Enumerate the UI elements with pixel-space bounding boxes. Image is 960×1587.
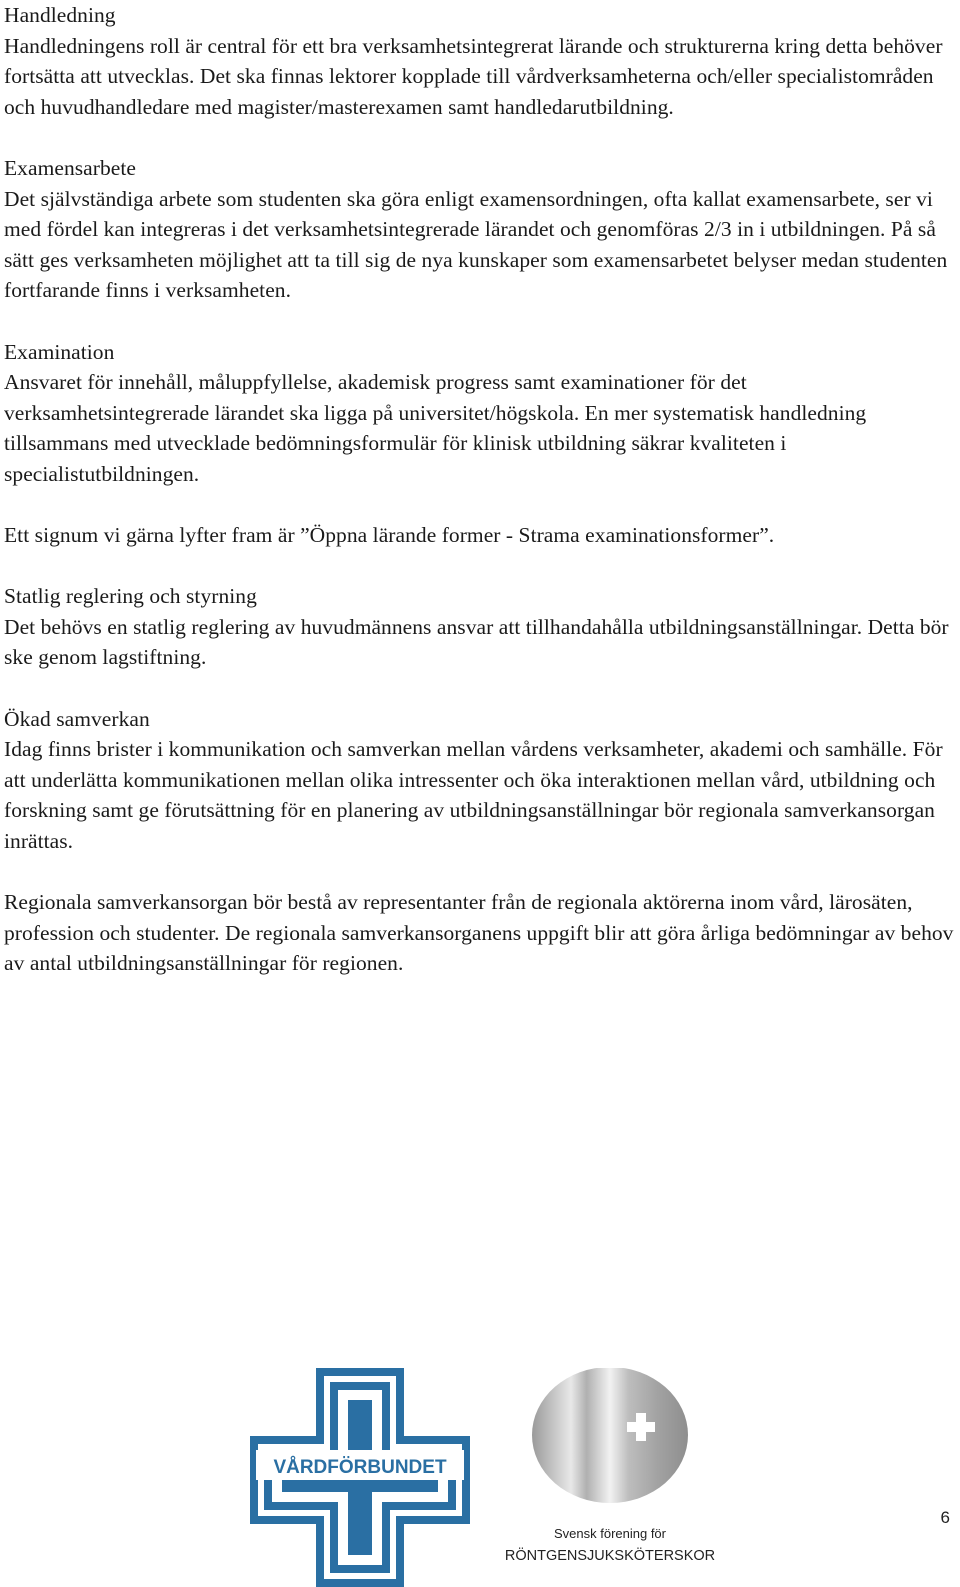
footer-logos <box>0 1368 960 1587</box>
section-paragraph: Idag finns brister i kommunikation och samverkan mellan vårdens verksamheter, akademi och samhälle. För att underlätta kommunikationen mellan olika intressenter och öka interaktionen mellan vård, utbildning och forskning samt ge förutsättning för en planering av utbildningsanställningar bör regionala samverkansorgan inrättas. <box>4 737 943 854</box>
vardforbundet-wordmark: VÅRDFÖRBUNDET <box>273 1457 447 1478</box>
section-heading: Handledning <box>4 3 116 27</box>
vardforbundet-logo <box>250 1368 470 1587</box>
section-examensarbete <box>4 153 954 306</box>
section-paragraph: Ett signum vi gärna lyfter fram är ”Öppna lärande former - Strama examinationsformer”. <box>4 523 775 548</box>
sfr-logo <box>495 1368 725 1587</box>
section-examination <box>4 337 954 551</box>
section-paragraph: Ansvaret för innehåll, måluppfyllelse, akademisk progress samt examinationer för det verksamhetsintegrerade lärandet ska ligga på universitet/högskola. En mer systematisk handledning tillsammans med utvecklade bedömningsformulär för klinisk utbildning säkrar kvaliteten i specialistutbildningen. <box>4 370 867 486</box>
section-heading: Ökad samverkan <box>4 706 150 731</box>
section-okad-samverkan <box>4 704 954 979</box>
page-number: 6 <box>940 1508 950 1527</box>
section-paragraph: Det självständiga arbete som studenten ska göra enligt examensordningen, ofta kallat examensarbete, ser vi med fördel kan integreras i det verksamhetsintegrerade lärandet och genomföras 2/3 in i utbildningen. På så sätt ges verksamheten möjlighet att ta till sig de nya kunskaper som examensarbetet belyser medan studenten fortfarande finns i verksamheten. <box>4 186 948 303</box>
section-heading: Examination <box>4 339 115 364</box>
section-heading: Examensarbete <box>4 155 136 180</box>
section-paragraph: Det behövs en statlig reglering av huvudmännens ansvar att tillhandahålla utbildningsanställningar. Detta bör ske genom lagstiftning. <box>4 614 949 670</box>
section-heading: Statlig reglering och styrning <box>4 584 257 609</box>
section-handledning <box>4 0 954 122</box>
section-statlig-reglering <box>4 581 954 673</box>
section-paragraph: Handledningens roll är central för ett bra verksamhetsintegrerat lärande och strukturerna kring detta behöver fortsätta att utvecklas. Det ska finnas lektorer kopplade till vårdverksamheterna och/eller specialistområden och huvudhandledare med magister/masterexamen samt handledarutbildning. <box>4 33 943 119</box>
sfr-name-line1: Svensk förening för <box>553 1526 667 1541</box>
sfr-name-line2: RÖNTGENSJUKSKÖTERSKOR <box>504 1548 716 1564</box>
section-paragraph: Regionala samverkansorgan bör bestå av representanter från de regionala aktörerna inom vård, lärosäten, profession och studenter. De regionala samverkansorganens uppgift blir att göra årliga bedömningar av behov av antal utbildningsanställningar för regionen. <box>4 890 954 976</box>
document-body <box>4 0 954 1010</box>
